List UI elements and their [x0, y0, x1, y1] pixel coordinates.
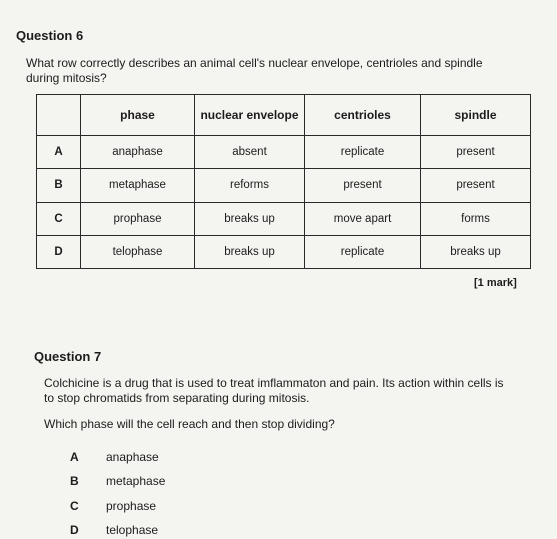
cell-nuclear-envelope: absent: [195, 136, 305, 169]
header-cell-blank: [37, 95, 81, 136]
header-phase: phase: [81, 95, 195, 136]
option-letter: D: [70, 523, 79, 537]
row-letter: C: [37, 202, 81, 235]
question-7-heading: Question 7: [34, 349, 102, 364]
mitosis-table: [36, 94, 531, 269]
table-row: [37, 235, 531, 268]
cell-nuclear-envelope: breaks up: [195, 202, 305, 235]
row-letter: D: [37, 235, 81, 268]
cell-phase: telophase: [81, 235, 195, 268]
header-nuclear-envelope: nuclear envelope: [195, 95, 305, 136]
option-b[interactable]: [70, 474, 165, 488]
table-row: [37, 136, 531, 169]
question-6-text-line2: during mitosis?: [26, 71, 107, 85]
cell-centrioles: move apart: [305, 202, 421, 235]
cell-centrioles: replicate: [305, 136, 421, 169]
option-letter: C: [70, 499, 79, 513]
question-7-text-line2: to stop chromatids from separating during mitosis.: [44, 391, 310, 405]
header-centrioles: centrioles: [305, 95, 421, 136]
table-header-row: [37, 95, 531, 136]
cell-phase: prophase: [81, 202, 195, 235]
question-6-text-line1: What row correctly describes an animal cell's nuclear envelope, centrioles and spindle: [26, 56, 483, 70]
option-letter: A: [70, 450, 79, 464]
option-text: telophase: [106, 523, 159, 537]
question-6-heading: Question 6: [16, 28, 84, 43]
cell-spindle: present: [421, 136, 531, 169]
option-a[interactable]: [70, 450, 159, 464]
question-7-prompt: Which phase will the cell reach and then stop dividing?: [44, 417, 335, 431]
option-text: metaphase: [106, 474, 166, 488]
cell-phase: metaphase: [81, 169, 195, 202]
table-row: [37, 202, 531, 235]
cell-spindle: breaks up: [421, 235, 531, 268]
cell-nuclear-envelope: breaks up: [195, 235, 305, 268]
cell-phase: anaphase: [81, 136, 195, 169]
table-row: [37, 169, 531, 202]
cell-centrioles: present: [305, 169, 421, 202]
cell-spindle: present: [421, 169, 531, 202]
row-letter: B: [37, 169, 81, 202]
option-d[interactable]: [70, 523, 158, 537]
option-letter: B: [70, 474, 79, 488]
option-text: anaphase: [106, 450, 159, 464]
cell-nuclear-envelope: reforms: [195, 169, 305, 202]
cell-spindle: forms: [421, 202, 531, 235]
header-spindle: spindle: [421, 95, 531, 136]
option-text: prophase: [106, 499, 157, 513]
question-7-text-line1: Colchicine is a drug that is used to treat imflammaton and pain. Its action within cells is: [44, 376, 504, 390]
option-c[interactable]: [70, 499, 156, 513]
row-letter: A: [37, 136, 81, 169]
mark-label: [1 mark]: [474, 277, 517, 289]
cell-centrioles: replicate: [305, 235, 421, 268]
